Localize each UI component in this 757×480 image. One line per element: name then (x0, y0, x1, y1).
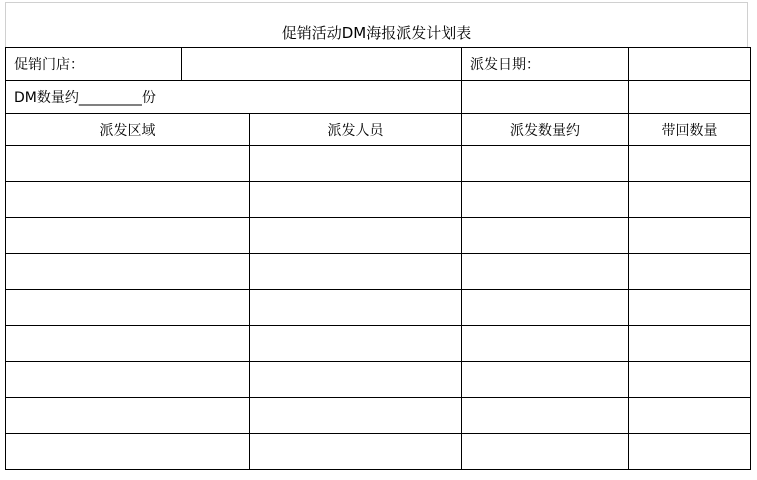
table-row (6, 398, 751, 434)
quantity-cell[interactable] (462, 182, 629, 218)
table-row (6, 362, 751, 398)
returned-cell[interactable] (629, 434, 751, 470)
staff-cell[interactable] (250, 434, 462, 470)
returned-cell[interactable] (629, 398, 751, 434)
quantity-extra-cell[interactable] (462, 81, 629, 114)
area-cell[interactable] (6, 434, 250, 470)
column-header-quantity: 派发数量约 (462, 114, 629, 146)
column-header-row (6, 114, 751, 146)
staff-cell[interactable] (250, 326, 462, 362)
date-value-field[interactable] (629, 48, 751, 81)
quantity-cell[interactable] (462, 218, 629, 254)
area-cell[interactable] (6, 398, 250, 434)
table-row (6, 326, 751, 362)
returned-cell[interactable] (629, 326, 751, 362)
area-cell[interactable] (6, 326, 250, 362)
area-cell[interactable] (6, 290, 250, 326)
column-header-area: 派发区域 (6, 114, 250, 146)
column-header-staff: 派发人员 (250, 114, 462, 146)
distribution-plan-table (5, 47, 751, 470)
quantity-cell[interactable] (462, 362, 629, 398)
quantity-cell[interactable] (462, 326, 629, 362)
store-value-field[interactable] (182, 48, 462, 81)
staff-cell[interactable] (250, 218, 462, 254)
table-row (6, 254, 751, 290)
returned-cell[interactable] (629, 146, 751, 182)
store-label: 促销门店： (6, 48, 182, 81)
table-row (6, 290, 751, 326)
quantity-row (6, 81, 751, 114)
table-row (6, 146, 751, 182)
staff-cell[interactable] (250, 398, 462, 434)
staff-cell[interactable] (250, 254, 462, 290)
returned-cell[interactable] (629, 182, 751, 218)
returned-cell[interactable] (629, 218, 751, 254)
dm-quantity-label[interactable]: DM数量约_________份 (6, 81, 462, 114)
quantity-cell[interactable] (462, 146, 629, 182)
quantity-cell[interactable] (462, 254, 629, 290)
returned-cell[interactable] (629, 362, 751, 398)
quantity-cell[interactable] (462, 434, 629, 470)
area-cell[interactable] (6, 146, 250, 182)
date-label: 派发日期： (462, 48, 629, 81)
staff-cell[interactable] (250, 146, 462, 182)
table-row (6, 434, 751, 470)
staff-cell[interactable] (250, 182, 462, 218)
area-cell[interactable] (6, 218, 250, 254)
quantity-cell[interactable] (462, 290, 629, 326)
returned-cell[interactable] (629, 290, 751, 326)
area-cell[interactable] (6, 362, 250, 398)
form-title (5, 2, 748, 47)
quantity-cell[interactable] (462, 398, 629, 434)
returned-cell[interactable] (629, 254, 751, 290)
column-header-returned: 带回数量 (629, 114, 751, 146)
staff-cell[interactable] (250, 290, 462, 326)
table-row (6, 182, 751, 218)
store-row (6, 48, 751, 81)
table-row (6, 218, 751, 254)
staff-cell[interactable] (250, 362, 462, 398)
form-title-text: 促销活动DM海报派发计划表 (281, 24, 472, 42)
area-cell[interactable] (6, 254, 250, 290)
area-cell[interactable] (6, 182, 250, 218)
quantity-extra-cell-2[interactable] (629, 81, 751, 114)
